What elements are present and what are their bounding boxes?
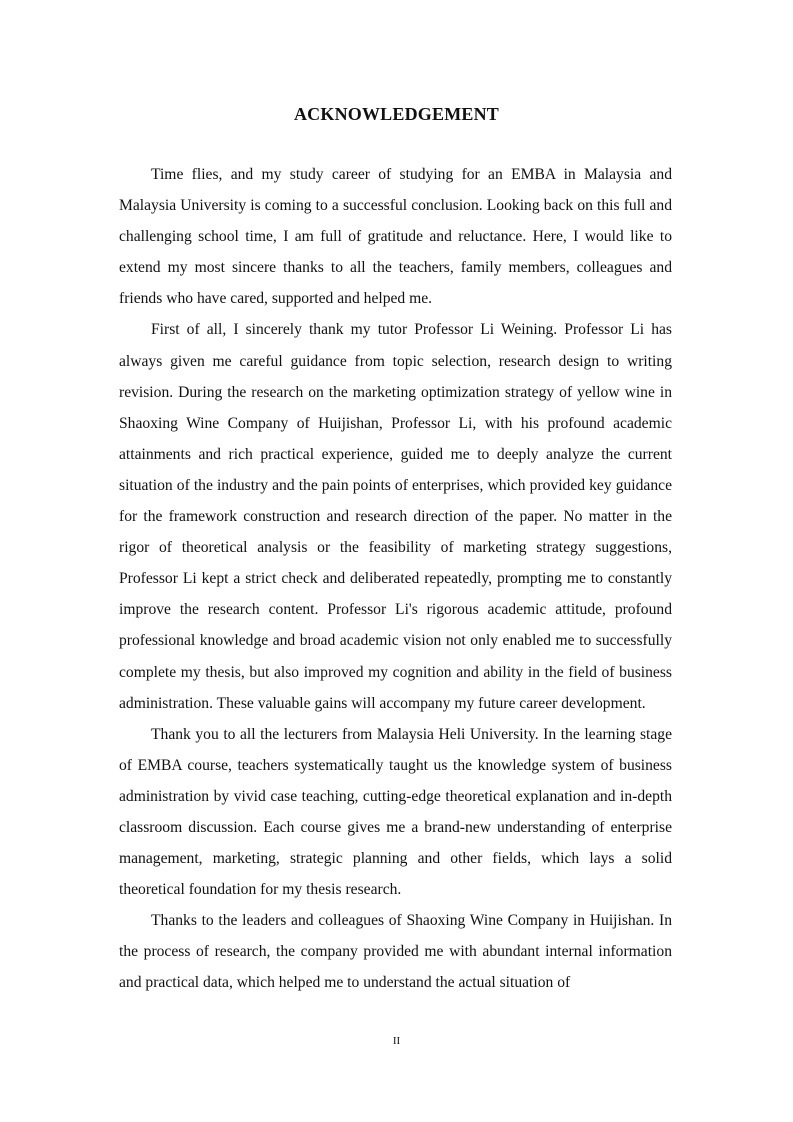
paragraph-2: First of all, I sincerely thank my tutor Professor Li Weining. Professor Li has always given me careful guidance from topic selection, research design to writing revision. During the research on the marketing optimization strategy of yellow wine in Shaoxing Wine Company of Huijishan, Professor Li, with his profound academic attainments and rich practical experience, guided me to deeply analyze the current situation of the industry and the pain points of enterprises, which provided key guidance for the framework construction and research direction of the paper. No matter in the rigor of theoretical analysis or the feasibility of marketing strategy suggestions, Professor Li kept a strict check and deliberated repeatedly, prompting me to constantly improve the research content. Professor Li's rigorous academic attitude, profound professional knowledge and broad academic vision not only enabled me to successfully complete my thesis, but also improved my cognition and ability in the field of business administration. These valuable gains will accompany my future career development. <box>119 321 672 712</box>
page-number: II <box>392 1035 401 1047</box>
acknowledgement-body <box>119 159 672 999</box>
paragraph-1: Time flies, and my study career of studying for an EMBA in Malaysia and Malaysia University is coming to a successful conclusion. Looking back on this full and challenging school time, I am full of gratitude and reluctance. Here, I would like to extend my most sincere thanks to all the teachers, family members, colleagues and friends who have cared, supported and helped me. <box>119 166 672 308</box>
paragraph-3: Thank you to all the lecturers from Malaysia Heli University. In the learning stage of EMBA course, teachers systematically taught us the knowledge system of business administration by vivid case teaching, cutting-edge theoretical explanation and in-depth classroom discussion. Each course gives me a brand-new understanding of enterprise management, marketing, strategic planning and other fields, which lays a solid theoretical foundation for my thesis research. <box>119 725 672 899</box>
paragraph-4: Thanks to the leaders and colleagues of Shaoxing Wine Company in Huijishan. In the process of research, the company provided me with abundant internal information and practical data, which helped me to understand the actual situation of <box>119 912 672 992</box>
page-title: ACKNOWLEDGEMENT <box>293 104 500 124</box>
